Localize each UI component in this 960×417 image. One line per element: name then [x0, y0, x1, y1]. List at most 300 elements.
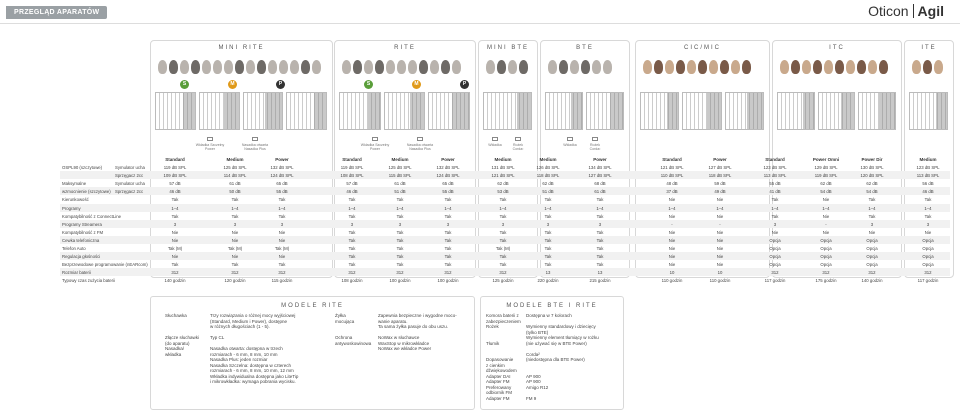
- table-cell: 48 dB: [666, 181, 678, 187]
- table-cell: 132 dB SPL: [436, 165, 460, 170]
- fitting-range-graph: [483, 92, 532, 130]
- table-cell: 312: [444, 270, 452, 276]
- hearing-aid-icon: [279, 60, 288, 74]
- table-cell: 62 dB: [820, 181, 832, 187]
- table-row: [60, 228, 950, 236]
- table-cell: Opcja: [769, 262, 781, 268]
- table-cell: 312: [348, 270, 356, 276]
- table-cell: Opcja: [922, 237, 934, 243]
- table-cell: Nie: [716, 246, 724, 251]
- table-cell: 1–4: [596, 205, 604, 211]
- table-cell: 49 dB: [714, 189, 726, 195]
- table-cell: Tak: [396, 254, 404, 260]
- models-rite-labels: Słuchawka Złącze słuchawki (do aparatu) Nasadka/ wkładka: [165, 313, 200, 357]
- hearing-aid-icon: [364, 60, 373, 74]
- table-cell: 108 dB SPL: [340, 173, 364, 179]
- hearing-aid-images: [912, 55, 943, 77]
- table-cell: 100 godzin: [389, 278, 411, 284]
- table-cell: -: [719, 221, 721, 227]
- table-row: [60, 236, 950, 244]
- table-cell: 46 dB: [346, 189, 358, 195]
- table-cell: 1–4: [171, 205, 179, 211]
- table-cell: Opcja: [866, 262, 878, 268]
- accessory-caption: Wkładka Szczelny Power: [360, 137, 390, 151]
- table-cell: 312: [771, 270, 779, 276]
- fitting-range-graph: [428, 92, 470, 130]
- table-cell: 1–4: [868, 205, 876, 211]
- table-cell: 312: [396, 270, 404, 276]
- accessory-caption: Rożek Corda²: [508, 137, 528, 151]
- table-cell: Tak: [444, 197, 452, 203]
- table-cell: 127 dB SPL: [708, 165, 732, 170]
- table-cell: 1–4: [278, 205, 286, 211]
- table-cell: Nie: [171, 254, 179, 260]
- hearing-aid-icon: [202, 60, 211, 74]
- table-cell: Opcja: [769, 246, 781, 251]
- table-cell: 130 dB SPL: [860, 165, 884, 170]
- table-cell: 120 godzin: [224, 278, 246, 284]
- table-cell: 1–4: [348, 205, 356, 211]
- hearing-aid-icon: [879, 60, 888, 74]
- column-header: Medium: [539, 157, 557, 162]
- row-label: OSPL90 (szczytowe): [62, 165, 103, 170]
- brand-divider: [913, 4, 914, 18]
- table-cell: 65 dB: [442, 181, 454, 187]
- table-cell: Opcja: [866, 254, 878, 260]
- hearing-aid-images: [643, 55, 751, 77]
- hearing-aid-icon: [742, 60, 751, 74]
- table-cell: 100 godzin: [437, 278, 459, 284]
- table-cell: Tak (M): [495, 246, 511, 251]
- hearing-aid-icon: [224, 60, 233, 74]
- accessory-caption: Nasadka otwarta Nasadka Plus: [405, 137, 435, 151]
- table-cell: Tak: [171, 213, 179, 219]
- fitting-range-graph: [199, 92, 240, 130]
- hearing-aid-icon: [246, 60, 255, 74]
- table-cell: 3: [546, 221, 550, 227]
- table-cell: Tak: [396, 197, 404, 203]
- table-cell: 13: [545, 270, 551, 276]
- hearing-aid-images: [158, 55, 321, 77]
- table-cell: Nie: [668, 254, 676, 260]
- table-cell: Opcja: [922, 262, 934, 268]
- models-rite-values2: Zapewnia bezpieczne i wygodne moco- wanie aparatu. Ta sama żyłka pasuje do obu uszu. NoWax w słuchawce WaxStop w mikrowkładce NoWax we wkładce Power: [378, 313, 457, 351]
- table-cell: 175 godzin: [815, 278, 837, 284]
- hearing-aid-icon: [486, 60, 495, 74]
- table-cell: Tak: [444, 229, 452, 235]
- hearing-aid-icon: [835, 60, 844, 74]
- table-cell: 123 dB SPL: [916, 165, 940, 170]
- table-cell: 1–4: [668, 205, 676, 211]
- table-cell: Nie: [716, 213, 724, 219]
- product-title: ITE: [921, 45, 937, 51]
- table-cell: 1–4: [499, 205, 507, 211]
- product-title: MINI RITE: [218, 45, 265, 51]
- table-cell: Tak: [596, 229, 604, 235]
- row-label: Kompatybilność z FM: [62, 229, 104, 235]
- table-cell: Opcja: [922, 246, 934, 251]
- table-cell: 110 dB SPL: [660, 173, 684, 179]
- table-cell: 109 dB SPL: [163, 173, 187, 179]
- table-row: [60, 252, 950, 260]
- fitting-range-graph: [725, 92, 764, 130]
- hearing-aid-icon: [643, 60, 652, 74]
- table-cell: Opcja: [820, 237, 832, 243]
- table-cell: 131 dB SPL: [491, 165, 515, 170]
- table-cell: Tak: [348, 197, 356, 203]
- table-cell: Opcja: [820, 262, 832, 268]
- table-cell: 61 dB: [594, 189, 606, 195]
- table-cell: 51 dB: [542, 189, 554, 195]
- table-row: [60, 163, 950, 171]
- hearing-aid-icon: [846, 60, 855, 74]
- table-cell: 140 godzin: [861, 278, 883, 284]
- hearing-aid-icon: [654, 60, 663, 74]
- table-cell: 3: [501, 221, 505, 227]
- table-cell: 3: [233, 221, 237, 227]
- hearing-aid-icon: [441, 60, 450, 74]
- table-cell: 10: [717, 270, 723, 276]
- hearing-aid-icon: [857, 60, 866, 74]
- row-label: Programy Streamera: [62, 221, 102, 227]
- table-cell: Nie: [278, 237, 286, 243]
- column-header: Standard: [765, 157, 785, 162]
- row-label: Bezprzewodowe programowanie (nEARcom): [62, 262, 148, 268]
- row-sublabel: Sprzęgacz 2cc: [115, 173, 144, 179]
- table-cell: 113 dB SPL: [916, 173, 940, 179]
- table-cell: 54 dB: [866, 189, 878, 195]
- models-bte-values: Dostępna w 7 kolorach Wymienny standardowy i dziecięcy (tylko BTE) Wymienny element tłumiący w rożku (nie używać się w BTE Power) Corda² (niedostępna dla BTE Power) AP 900 AP 900 Amigo R12 FM 9: [526, 313, 599, 401]
- fitting-range-graph: [682, 92, 721, 130]
- column-header: Power: [441, 157, 455, 162]
- table-cell: Tak: [444, 237, 452, 243]
- table-cell: Tak: [444, 262, 452, 268]
- hearing-aid-images: [548, 55, 612, 77]
- hearing-aid-icon: [430, 60, 439, 74]
- row-label: Cewka telefoniczna: [62, 237, 100, 243]
- hearing-aid-images: [486, 55, 528, 77]
- table-cell: 1–4: [231, 205, 239, 211]
- hearing-aid-icon: [158, 60, 167, 74]
- table-cell: Tak (M): [167, 246, 183, 251]
- table-cell: Tak: [544, 213, 552, 219]
- table-cell: 118 dB SPL: [708, 173, 732, 179]
- table-cell: 65 dB: [276, 181, 288, 187]
- table-cell: 55 dB: [769, 181, 781, 187]
- table-row: [60, 195, 950, 203]
- table-cell: Tak: [499, 237, 507, 243]
- table-cell: Tak: [499, 197, 507, 203]
- table-cell: Nie: [868, 229, 876, 235]
- fitting-range-graph: [586, 92, 624, 130]
- row-sublabel: Symulator ucha: [115, 181, 145, 187]
- table-cell: -: [825, 221, 827, 227]
- row-label: Kompatybilność z ConnectLine: [62, 213, 121, 219]
- table-cell: 127 dB SPL: [588, 173, 612, 179]
- fitting-range-graph: [155, 92, 196, 130]
- hearing-aid-icon: [923, 60, 932, 74]
- table-cell: -: [671, 221, 673, 227]
- table-cell: Tak: [771, 197, 779, 203]
- table-cell: 312: [171, 270, 179, 276]
- table-row: [60, 244, 950, 252]
- table-cell: 115 godzin: [271, 278, 293, 284]
- table-cell: Tak (M): [274, 246, 290, 251]
- table-cell: 312: [278, 270, 286, 276]
- table-cell: Nie: [668, 262, 676, 268]
- table-cell: Tak: [231, 197, 239, 203]
- table-row: [60, 268, 950, 276]
- table-row: [60, 276, 950, 284]
- hearing-aid-icon: [934, 60, 943, 74]
- table-row: [60, 179, 950, 187]
- table-cell: 3: [446, 221, 450, 227]
- column-header: Power Dir: [861, 157, 883, 162]
- fitting-range-graph: [858, 92, 896, 130]
- table-cell: Nie: [668, 237, 676, 243]
- brand-name: Oticon: [868, 3, 909, 19]
- hearing-aid-icon: [397, 60, 406, 74]
- table-cell: Tak: [278, 197, 286, 203]
- accessory-caption: Wkładka: [485, 137, 505, 147]
- models-bte-labels: Komora baterii z zabezpieczeniem Rożek Tłumik Dopasowanie z cienkim dźwiękowodem Adapter DAI Adapter FM Preferowany odbiornik FM Adapter FM: [486, 313, 521, 401]
- table-cell: 51 dB: [394, 189, 406, 195]
- table-cell: 62 dB: [497, 181, 509, 187]
- hearing-aid-icon: [731, 60, 740, 74]
- column-header: Power: [275, 157, 289, 162]
- table-cell: 50 dB: [229, 189, 241, 195]
- hearing-aid-icon: [548, 60, 557, 74]
- table-row: [60, 212, 950, 220]
- table-cell: Tak: [348, 229, 356, 235]
- table-cell: Nie: [716, 262, 724, 268]
- table-cell: Nie: [171, 237, 179, 243]
- table-cell: Nie: [771, 229, 779, 235]
- hearing-aid-images: [780, 55, 888, 77]
- hearing-aid-icon: [312, 60, 321, 74]
- table-cell: 56 dB: [922, 181, 934, 187]
- table-cell: 53 dB: [497, 189, 509, 195]
- table-cell: Nie: [668, 229, 676, 235]
- column-header: Standard: [662, 157, 682, 162]
- table-cell: 37 dB: [666, 189, 678, 195]
- row-label: wzmocnienie (szczytowe): [62, 189, 111, 195]
- table-cell: Tak: [499, 213, 507, 219]
- table-cell: 120 dB SPL: [860, 173, 884, 179]
- table-cell: Tak: [348, 213, 356, 219]
- table-row: [60, 220, 950, 228]
- table-cell: 54 dB: [820, 189, 832, 195]
- hearing-aid-icon: [592, 60, 601, 74]
- table-cell: 1–4: [444, 205, 452, 211]
- table-cell: 125 dB SPL: [223, 165, 247, 170]
- column-header: Standard: [342, 157, 362, 162]
- models-rite-title: MODELE RITE: [281, 303, 344, 309]
- table-cell: Nie: [924, 229, 932, 235]
- hearing-aid-icon: [408, 60, 417, 74]
- table-cell: 13: [597, 270, 603, 276]
- table-row: [60, 171, 950, 179]
- table-cell: Tak: [396, 229, 404, 235]
- table-cell: Tak: [544, 197, 552, 203]
- table-cell: 46 dB: [922, 189, 934, 195]
- table-cell: 61 dB: [394, 181, 406, 187]
- brand-product: Agil: [917, 3, 944, 19]
- table-cell: Nie: [231, 237, 239, 243]
- variant-badge: P: [276, 80, 285, 89]
- table-cell: Nie: [231, 229, 239, 235]
- product-title: ITC: [829, 45, 845, 51]
- table-cell: Tak: [396, 237, 404, 243]
- accessory-caption: Nasadka otwarta Nasadka Plus: [240, 137, 270, 151]
- table-cell: 1–4: [544, 205, 552, 211]
- hearing-aid-icon: [235, 60, 244, 74]
- hearing-aid-icon: [213, 60, 222, 74]
- hearing-aid-icon: [452, 60, 461, 74]
- table-cell: Nie: [716, 229, 724, 235]
- table-cell: 117 godzin: [917, 278, 939, 284]
- table-cell: 3: [870, 221, 874, 227]
- hearing-aid-icon: [419, 60, 428, 74]
- fitting-range-graph: [339, 92, 381, 130]
- fitting-range-graph: [777, 92, 815, 130]
- row-label: Telefon Auto: [62, 246, 86, 251]
- table-cell: 68 dB: [594, 181, 606, 187]
- fitting-range-graph: [640, 92, 679, 130]
- table-cell: 121 dB SPL: [491, 173, 515, 179]
- hearing-aid-icon: [497, 60, 506, 74]
- table-cell: Tak: [231, 262, 239, 268]
- variant-badge: M: [228, 80, 237, 89]
- fitting-range-graph: [818, 92, 856, 130]
- table-cell: 55 dB: [276, 189, 288, 195]
- fitting-range-graph: [909, 92, 948, 130]
- table-cell: Nie: [822, 197, 830, 203]
- hearing-aid-icon: [665, 60, 674, 74]
- table-cell: 62 dB: [542, 181, 554, 187]
- table-cell: Tak: [444, 246, 452, 251]
- hearing-aid-icon: [698, 60, 707, 74]
- table-cell: Tak: [544, 254, 552, 260]
- table-cell: Nie: [822, 213, 830, 219]
- table-cell: 1–4: [716, 205, 724, 211]
- table-cell: Tak: [499, 262, 507, 268]
- table-cell: 220 godzin: [537, 278, 559, 284]
- hearing-aid-icon: [559, 60, 568, 74]
- table-cell: Tak: [444, 254, 452, 260]
- table-cell: Tak: [444, 213, 452, 219]
- column-header: Medium: [494, 157, 512, 162]
- row-label: Typowy czas zużycia baterii: [62, 278, 116, 284]
- product-title: MINI BTE: [486, 45, 529, 51]
- table-cell: Tak: [348, 254, 356, 260]
- table-cell: 59 dB: [714, 181, 726, 187]
- hearing-aid-icon: [802, 60, 811, 74]
- table-cell: Tak: [596, 246, 604, 251]
- hearing-aid-icon: [603, 60, 612, 74]
- table-cell: 3: [598, 221, 602, 227]
- table-cell: Tak: [396, 262, 404, 268]
- table-cell: 118 dB SPL: [536, 173, 560, 179]
- table-cell: Tak: [171, 197, 179, 203]
- table-cell: Nie: [668, 197, 676, 203]
- hearing-aid-icon: [813, 60, 822, 74]
- table-cell: 108 godzin: [341, 278, 363, 284]
- table-cell: Tak: [596, 197, 604, 203]
- table-cell: 41 dB: [769, 189, 781, 195]
- hearing-aid-icon: [709, 60, 718, 74]
- table-cell: Tak: [544, 246, 552, 251]
- table-cell: 110 godzin: [709, 278, 731, 284]
- models-rite-values: Trzy rozwiązania o różnej mocy wyjściowej (Standard, Medium i Power), dostępne w różnych długościach (1 - 5). Typ CL Nasadka otwarta: dostępna w trzech rozmiarach - 6 mm, 8 mm, 10 mm Nasadka Plus: jeden rozmiar Nasadka Szczelna: dostępna w czterech rozmiarach - 6 mm, 8 mm, 10 mm, 12 mm Wkładka indywidualna dostępna jako LiteTip i mikrowkładka: wymaga pobrania wycisku.: [210, 313, 299, 384]
- table-cell: 110 godzin: [661, 278, 683, 284]
- variant-badge: P: [460, 80, 469, 89]
- product-title: RITE: [394, 45, 416, 51]
- table-cell: Nie: [716, 237, 724, 243]
- accessory-caption: Wkładka: [560, 137, 580, 147]
- table-cell: Tak (M): [227, 246, 243, 251]
- table-cell: Tak: [278, 213, 286, 219]
- table-cell: 312: [499, 270, 507, 276]
- table-cell: 140 godzin: [164, 278, 186, 284]
- table-cell: Nie: [171, 229, 179, 235]
- table-cell: 46 dB: [169, 189, 181, 195]
- fitting-range-graph: [384, 92, 426, 130]
- hearing-aid-icon: [912, 60, 921, 74]
- table-cell: 124 dB SPL: [436, 173, 460, 179]
- table-cell: Tak: [544, 229, 552, 235]
- table-cell: Opcja: [820, 254, 832, 260]
- hearing-aid-icon: [191, 60, 200, 74]
- hearing-aid-icon: [386, 60, 395, 74]
- table-cell: 312: [822, 270, 830, 276]
- table-cell: Tak: [278, 262, 286, 268]
- hearing-aid-icon: [290, 60, 299, 74]
- hearing-aid-icon: [257, 60, 266, 74]
- column-header: Medium: [919, 157, 937, 162]
- hearing-aid-icon: [570, 60, 579, 74]
- hearing-aid-icon: [180, 60, 189, 74]
- brand-logo: [868, 3, 944, 19]
- table-cell: Tak: [868, 213, 876, 219]
- table-cell: 1–4: [822, 205, 830, 211]
- table-cell: 55 dB: [442, 189, 454, 195]
- table-cell: Nie: [716, 197, 724, 203]
- table-cell: Tak: [924, 197, 932, 203]
- hearing-aid-icon: [301, 60, 310, 74]
- table-cell: 123 dB SPL: [763, 165, 787, 170]
- table-cell: Tak: [544, 237, 552, 243]
- hearing-aid-icon: [353, 60, 362, 74]
- hearing-aid-icon: [780, 60, 789, 74]
- table-cell: Tak: [596, 254, 604, 260]
- page-header: [0, 0, 960, 24]
- table-cell: 113 dB SPL: [763, 173, 787, 179]
- table-cell: Opcja: [820, 246, 832, 251]
- row-label: Rozmiar baterii: [62, 270, 91, 276]
- table-cell: 1–4: [396, 205, 404, 211]
- table-cell: 215 godzin: [589, 278, 611, 284]
- table-cell: 115 dB SPL: [388, 173, 412, 179]
- product-title: CIC/MIC: [684, 45, 721, 51]
- table-cell: Tak: [348, 262, 356, 268]
- hearing-aid-icon: [508, 60, 517, 74]
- hearing-aid-icon: [791, 60, 800, 74]
- table-cell: 125 godzin: [492, 278, 514, 284]
- table-cell: 119 dB SPL: [340, 165, 364, 170]
- hearing-aid-images: [342, 55, 461, 77]
- table-cell: 134 dB SPL: [588, 165, 612, 170]
